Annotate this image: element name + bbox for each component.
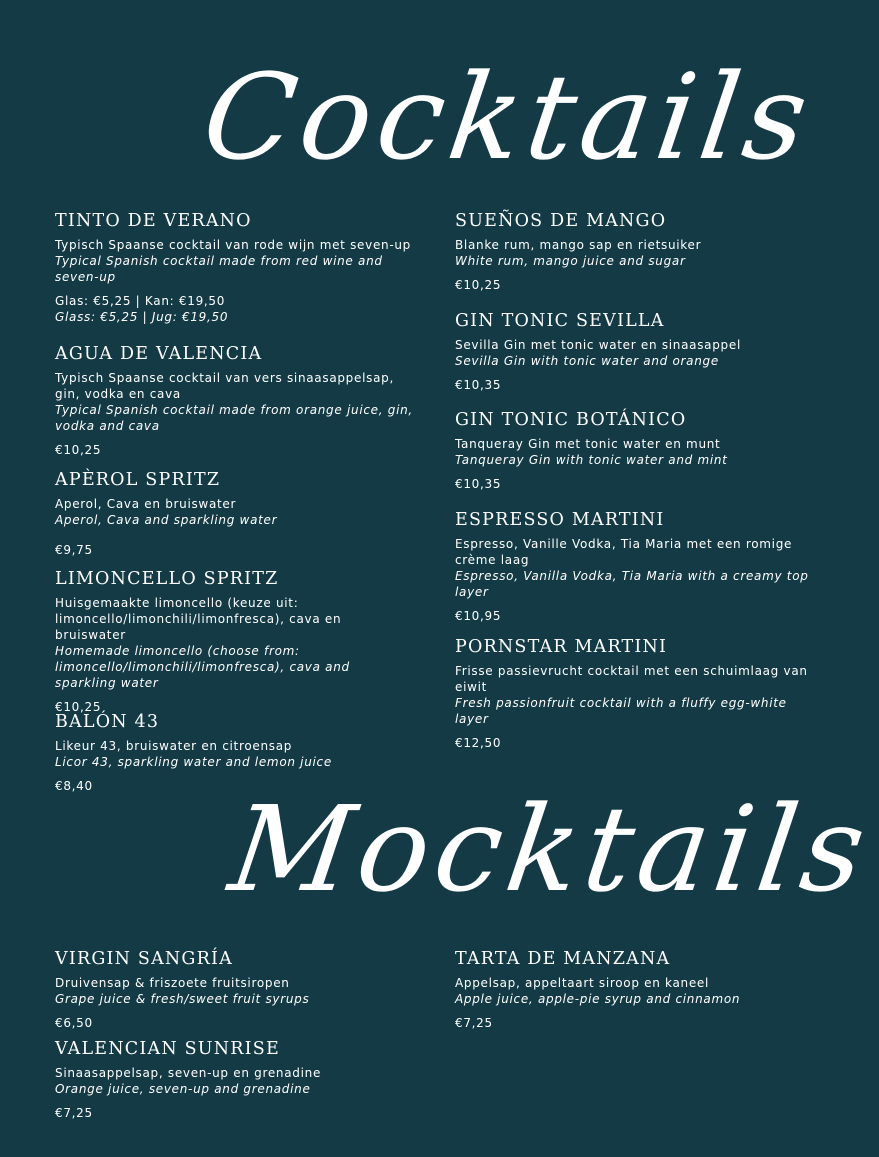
- item-name: APÈROL SPRITZ: [55, 470, 221, 490]
- item-price: €10,25: [55, 443, 102, 457]
- item-description-nl: Likeur 43, bruiswater en citroensap: [55, 739, 293, 753]
- item-price: €10,25: [455, 278, 502, 292]
- item-name: BALÓN 43: [55, 712, 160, 732]
- item-description-nl: Frisse passievrucht cocktail met een schuimlaag van eiwit: [455, 664, 808, 694]
- item-name: GIN TONIC BOTÁNICO: [455, 410, 687, 430]
- item-description-en: Tanqueray Gin with tonic water and mint: [455, 453, 728, 467]
- item-description-nl: Appelsap, appeltaart siroop en kaneel: [455, 976, 710, 990]
- menu-item: [455, 510, 815, 624]
- menu-item: [455, 949, 815, 1031]
- item-name: SUEÑOS DE MANGO: [455, 211, 667, 231]
- item-description-nl: Tanqueray Gin met tonic water en munt: [455, 437, 721, 451]
- item-description-en: Typical Spanish cocktail made from orange juice, gin, vodka and cava: [55, 403, 413, 433]
- cocktails-title: Cocktails: [195, 48, 822, 186]
- menu-item: [455, 311, 815, 393]
- item-description-nl: Typisch Spaanse cocktail van rode wijn met seven-up: [55, 238, 411, 252]
- item-description-nl: Typisch Spaanse cocktail van vers sinaasappelsap, gin, vodka en cava: [55, 371, 394, 401]
- menu-item: [55, 1039, 415, 1121]
- menu-item: [455, 410, 815, 492]
- mocktails-title: Mocktails: [222, 780, 879, 918]
- item-price: €12,50: [455, 736, 502, 750]
- item-description-en: Licor 43, sparkling water and lemon juice: [55, 755, 332, 769]
- item-price: €9,75: [55, 543, 93, 557]
- item-price: €8,40: [55, 779, 93, 793]
- item-description-en: Grape juice & fresh/sweet fruit syrups: [55, 992, 310, 1006]
- item-name: TARTA DE MANZANA: [455, 949, 671, 969]
- item-price: €7,25: [55, 1106, 93, 1120]
- item-description-en: Espresso, Vanilla Vodka, Tia Maria with a creamy top layer: [455, 569, 809, 599]
- menu-item: [55, 569, 415, 715]
- item-description-nl: Blanke rum, mango sap en rietsuiker: [455, 238, 702, 252]
- item-price: €10,35: [455, 477, 502, 491]
- item-price: €10,35: [455, 378, 502, 392]
- item-description-nl: Sevilla Gin met tonic water en sinaasappel: [455, 338, 741, 352]
- menu-item: [55, 211, 415, 325]
- menu-item: [55, 344, 415, 458]
- item-name: AGUA DE VALENCIA: [55, 344, 263, 364]
- item-name: TINTO DE VERANO: [55, 211, 252, 231]
- item-description-en: White rum, mango juice and sugar: [455, 254, 686, 268]
- item-description-en: Sevilla Gin with tonic water and orange: [455, 354, 719, 368]
- menu-item: [455, 637, 815, 751]
- item-name: LIMONCELLO SPRITZ: [55, 569, 279, 589]
- item-name: PORNSTAR MARTINI: [455, 637, 668, 657]
- item-name: VALENCIAN SUNRISE: [55, 1039, 280, 1059]
- item-description-nl: Aperol, Cava en bruiswater: [55, 497, 237, 511]
- item-price-en: Glass: €5,25 | Jug: €19,50: [55, 310, 229, 324]
- item-description-en: Orange juice, seven-up and grenadine: [55, 1082, 311, 1096]
- item-description-nl: Sinaasappelsap, seven-up en grenadine: [55, 1066, 322, 1080]
- item-price: €10,95: [455, 609, 502, 623]
- item-name: ESPRESSO MARTINI: [455, 510, 665, 530]
- item-price: €6,50: [55, 1016, 93, 1030]
- item-price: Glas: €5,25 | Kan: €19,50: [55, 294, 226, 308]
- item-description-en: Aperol, Cava and sparkling water: [55, 513, 278, 527]
- item-name: GIN TONIC SEVILLA: [455, 311, 665, 331]
- item-description-en: Fresh passionfruit cocktail with a fluffy egg-white layer: [455, 696, 787, 726]
- item-description-nl: Espresso, Vanille Vodka, Tia Maria met een romige crème laag: [455, 537, 793, 567]
- item-price: €7,25: [455, 1016, 493, 1030]
- menu-item: [55, 949, 415, 1031]
- item-description-en: Apple juice, apple-pie syrup and cinnamon: [455, 992, 741, 1006]
- item-description-nl: Huisgemaakte limoncello (keuze uit: limoncello/limonchili/limonfresca), cava en bruiswater: [55, 596, 342, 642]
- item-description-en: Typical Spanish cocktail made from red wine and seven-up: [55, 254, 383, 284]
- item-name: VIRGIN SANGRÍA: [55, 949, 233, 969]
- item-description-en: Homemade limoncello (choose from: limoncello/limonchili/limonfresca), cava and sparkling water: [55, 644, 350, 690]
- menu-item: [55, 470, 415, 558]
- item-price: €10,25: [55, 700, 102, 714]
- menu-item: [455, 211, 815, 293]
- item-description-nl: Druivensap & friszoete fruitsiropen: [55, 976, 290, 990]
